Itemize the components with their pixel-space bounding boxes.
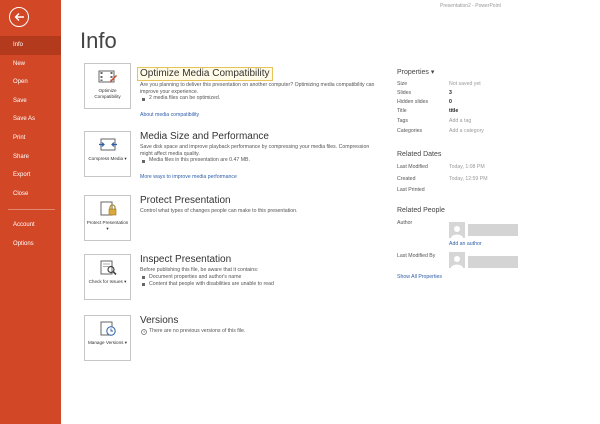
media-size-description: Save disk space and improve playback performance by compressing your media files. Compression might affect media quality. bbox=[140, 144, 370, 157]
person-icon bbox=[450, 254, 464, 268]
media-size-heading: Media Size and Performance bbox=[140, 131, 269, 142]
inspect-presentation-heading: Inspect Presentation bbox=[140, 254, 232, 265]
property-row-size bbox=[397, 80, 597, 89]
inspect-document-icon bbox=[98, 259, 118, 277]
nav-item-save-as[interactable]: Save As bbox=[13, 116, 36, 123]
optimize-compatibility-button[interactable] bbox=[84, 63, 131, 109]
check-for-issues-button[interactable] bbox=[84, 254, 131, 300]
property-row-title bbox=[397, 107, 597, 116]
nav-item-new[interactable]: New bbox=[13, 60, 26, 67]
window-title: Presentation2 - PowerPoint bbox=[440, 3, 501, 9]
compress-media-button-label: Compress Media ▾ bbox=[88, 156, 127, 161]
page-title: Info bbox=[80, 28, 117, 53]
protect-presentation-heading: Protect Presentation bbox=[140, 195, 231, 206]
nav-item-options[interactable]: Options bbox=[13, 240, 34, 247]
nav-divider bbox=[8, 209, 55, 210]
author-avatar bbox=[449, 222, 465, 238]
author-name-redacted bbox=[468, 224, 518, 236]
media-size-bullet: Media files in this presentation are 0.47 MB. bbox=[140, 157, 380, 165]
backstage-nav bbox=[0, 36, 61, 254]
related-people-heading: Related People bbox=[397, 207, 445, 214]
person-icon bbox=[450, 224, 464, 238]
last-modified-by-name-redacted bbox=[468, 256, 518, 268]
nav-item-info[interactable]: Info bbox=[0, 36, 61, 55]
lock-icon bbox=[98, 200, 118, 218]
versions-icon bbox=[98, 320, 118, 338]
about-media-compatibility-link[interactable]: About media compatibility bbox=[140, 111, 200, 118]
optimize-media-heading: Optimize Media Compatibility bbox=[137, 67, 273, 81]
manage-versions-button[interactable] bbox=[84, 315, 131, 361]
compress-media-button[interactable] bbox=[84, 131, 131, 177]
optimize-compatibility-button-label: Optimize Compatibility bbox=[94, 88, 121, 99]
property-value: 0 bbox=[449, 99, 452, 105]
property-value: 3 bbox=[449, 90, 452, 96]
inspect-bullet: Content that people with disabilities are unable to read bbox=[140, 281, 380, 289]
nav-item-open[interactable]: Open bbox=[13, 79, 28, 86]
title-field[interactable]: title bbox=[449, 108, 459, 114]
inspect-bullet: Document properties and author's name bbox=[140, 274, 380, 282]
date-key: Created bbox=[397, 176, 416, 182]
categories-field[interactable]: Add a category bbox=[449, 128, 484, 134]
date-key: Last Printed bbox=[397, 187, 425, 193]
property-row-tags bbox=[397, 117, 597, 126]
date-value: Today, 12:59 PM bbox=[449, 176, 488, 182]
protect-presentation-button-label: Protect Presentation ▾ bbox=[86, 220, 129, 231]
date-row-last-printed bbox=[397, 186, 597, 195]
optimize-media-description: Are you planning to deliver this presentation on another computer? Optimizing media compatibility can improve your experience. bbox=[140, 82, 375, 95]
last-modified-by-label: Last Modified By bbox=[397, 253, 436, 259]
show-all-properties-link[interactable]: Show All Properties bbox=[397, 274, 442, 280]
nav-item-save[interactable]: Save bbox=[13, 97, 27, 104]
last-modified-by-avatar bbox=[449, 252, 465, 268]
date-key: Last Modified bbox=[397, 164, 428, 170]
date-row-created bbox=[397, 175, 597, 184]
nav-item-share[interactable]: Share bbox=[13, 153, 30, 160]
back-button[interactable] bbox=[9, 7, 29, 27]
film-icon bbox=[98, 68, 118, 86]
property-key: Title bbox=[397, 108, 407, 114]
property-row-slides bbox=[397, 89, 597, 98]
property-key: Categories bbox=[397, 128, 423, 134]
property-value: Not saved yet bbox=[449, 81, 481, 87]
date-value: Today, 1:08 PM bbox=[449, 164, 485, 170]
back-arrow-icon bbox=[14, 12, 25, 22]
versions-heading: Versions bbox=[140, 315, 179, 326]
related-dates-heading: Related Dates bbox=[397, 151, 442, 158]
nav-item-export[interactable]: Export bbox=[13, 172, 31, 179]
clock-icon bbox=[141, 329, 147, 335]
inspect-presentation-description: Before publishing this file, be aware that it contains: bbox=[140, 267, 259, 273]
optimize-media-bullet: 2 media files can be optimized. bbox=[140, 95, 380, 103]
add-author-link[interactable]: Add an author bbox=[449, 241, 482, 247]
nav-item-close[interactable]: Close bbox=[13, 190, 29, 197]
property-key: Hidden slides bbox=[397, 99, 429, 105]
versions-description-text: There are no previous versions of this file. bbox=[149, 328, 246, 334]
protect-presentation-button[interactable] bbox=[84, 195, 131, 241]
manage-versions-button-label: Manage Versions ▾ bbox=[87, 340, 128, 345]
tags-field[interactable]: Add a tag bbox=[449, 118, 472, 124]
property-key: Size bbox=[397, 81, 408, 87]
backstage-sidebar bbox=[0, 0, 61, 424]
author-label: Author bbox=[397, 220, 413, 226]
check-for-issues-button-label: Check for Issues ▾ bbox=[88, 279, 127, 284]
date-row-last-modified bbox=[397, 163, 597, 172]
property-key: Tags bbox=[397, 118, 408, 124]
versions-description bbox=[140, 328, 380, 335]
protect-presentation-description: Control what types of changes people can make to this presentation. bbox=[140, 208, 298, 214]
nav-item-account[interactable]: Account bbox=[13, 222, 35, 229]
property-row-hidden-slides bbox=[397, 98, 597, 107]
nav-item-print[interactable]: Print bbox=[13, 134, 26, 141]
improve-media-performance-link[interactable]: More ways to improve media performance bbox=[140, 173, 237, 180]
property-row-categories bbox=[397, 127, 597, 136]
property-key: Slides bbox=[397, 90, 412, 96]
properties-heading[interactable]: Properties ▾ bbox=[397, 69, 435, 76]
compress-icon bbox=[98, 136, 118, 154]
